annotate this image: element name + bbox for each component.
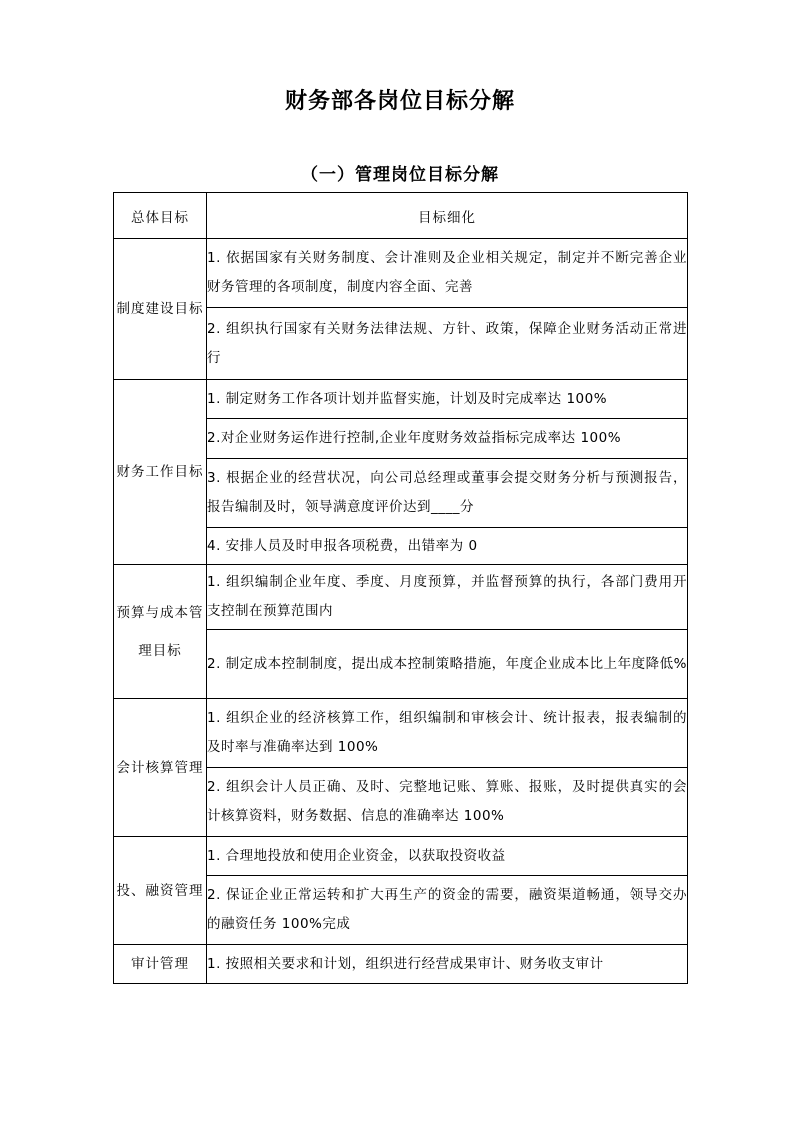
category-cell: 制度建设目标 [114,239,207,380]
detail-cell: 1. 制定财务工作各项计划并监督实施，计划及时完成率达 100% [207,380,688,419]
table-header-row [114,193,688,239]
detail-cell: 1. 组织编制企业年度、季度、月度预算，并监督预算的执行，各部门费用开支控制在预算范围内 [207,565,688,630]
category-cell: 预算与成本管理目标 [114,565,207,699]
detail-cell: 2. 组织会计人员正确、及时、完整地记账、算账、报账，及时提供真实的会计核算资料，财务数据、信息的准确率达 100% [207,768,688,837]
detail-cell: 1. 依据国家有关财务制度、会计准则及企业相关规定，制定并不断完善企业财务管理的各项制度，制度内容全面、完善 [207,239,688,308]
category-cell: 会计核算管理 [114,699,207,837]
header-detail: 目标细化 [207,193,688,239]
detail-cell: 2. 组织执行国家有关财务法律法规、方针、政策，保障企业财务活动正常进行 [207,308,688,380]
category-cell: 投、融资管理 [114,837,207,945]
goals-table [113,192,688,984]
detail-cell: 1. 合理地投放和使用企业资金，以获取投资收益 [207,837,688,876]
detail-cell: 1. 按照相关要求和计划，组织进行经营成果审计、财务收支审计 [207,945,688,984]
document-title: 财务部各岗位目标分解 [284,89,515,114]
table-row [114,699,688,768]
table-row [114,837,688,876]
detail-cell: 4. 安排人员及时申报各项税费，出错率为 0 [207,528,688,565]
table-row [114,565,688,630]
section-title: （一）管理岗位目标分解 [301,165,499,185]
detail-cell: 1. 组织企业的经济核算工作，组织编制和审核会计、统计报表，报表编制的及时率与准确率达到 100% [207,699,688,768]
detail-cell: 2. 制定成本控制制度，提出成本控制策略措施，年度企业成本比上年度降低% [207,630,688,699]
table-row [114,239,688,308]
detail-cell: 2.对企业财务运作进行控制,企业年度财务效益指标完成率达 100% [207,419,688,459]
table-row [114,945,688,984]
category-cell: 审计管理 [114,945,207,984]
header-category: 总体目标 [114,193,207,239]
detail-cell: 2. 保证企业正常运转和扩大再生产的资金的需要，融资渠道畅通，领导交办的融资任务 100%完成 [207,876,688,945]
category-cell: 财务工作目标 [114,380,207,565]
table-row [114,380,688,419]
detail-cell: 3. 根据企业的经营状况，向公司总经理或董事会提交财务分析与预测报告，报告编制及时，领导满意度评价达到____分 [207,459,688,528]
